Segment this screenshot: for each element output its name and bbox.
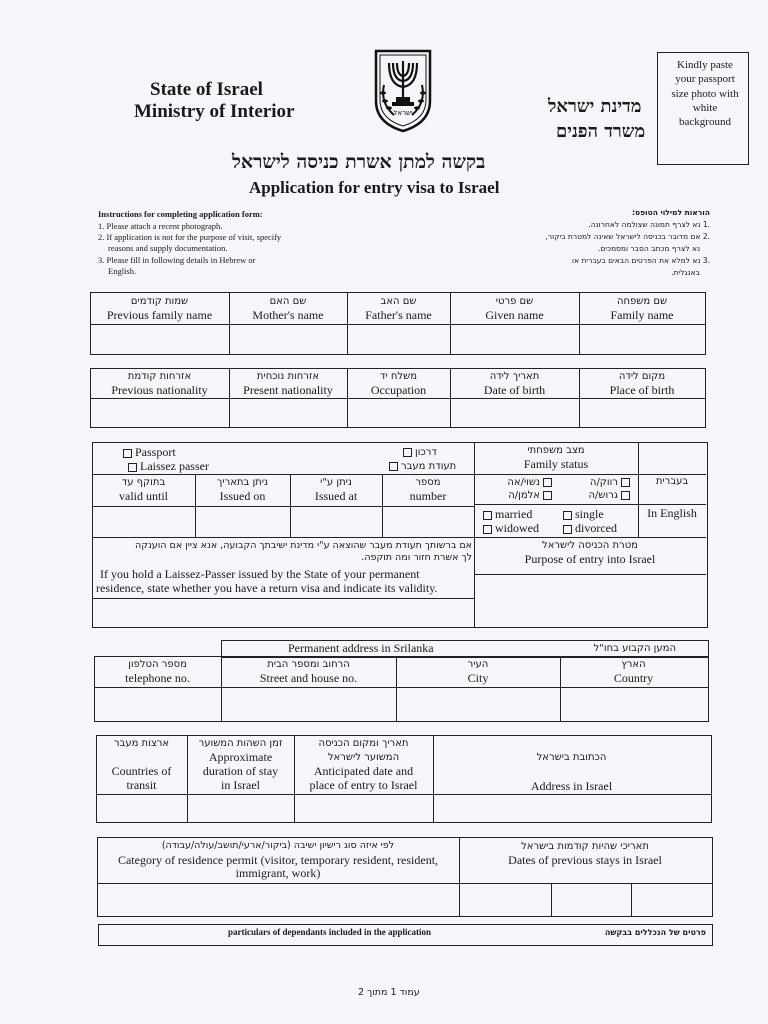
single-checkbox[interactable] [563,511,572,520]
passport-option-he[interactable]: דרכון [400,447,437,459]
dob-label-he: תאריך לידה [489,371,540,382]
transit-label-he: ארצות מעבר [113,738,170,749]
emblem-label: ישראל [393,109,413,117]
instruction-en-1: 1. Please attach a recent photograph. [98,221,223,231]
street-field[interactable] [222,688,396,720]
return-visa-field[interactable] [93,599,474,626]
divorced-checkbox[interactable] [563,525,572,534]
previous-stays-label-he: תאריכי שהיות קודמות בישראל [521,841,649,852]
issued-on-label-he: ניתן בתאריך [216,477,268,488]
photo-box-instruction: Kindly paste your passport size photo with white background [671,59,739,129]
father-name-field[interactable] [348,325,450,353]
valid-until-field[interactable] [93,507,195,537]
widowed-checkbox[interactable] [483,525,492,534]
instruction-he-2b: נא לצרף מכתב הסבר ומסמכים. [597,244,700,253]
widowed-he-option[interactable]: אלמן/ה [508,490,555,502]
instruction-he-2: .2 אם מדובר בכניסה לישראל שאינה למטרת ביקור, [545,232,710,241]
married-he-checkbox[interactable] [543,478,552,487]
instruction-en-3b: English. [108,266,137,276]
laissez-note-he-2: לך אשרת חזור ומה תוקפה. [361,552,472,563]
purpose-label: Purpose of entry into Israel [524,552,656,566]
laissez-option[interactable]: Laissez passer [125,460,209,474]
page-number: עמוד 1 מתוך 2 [358,987,420,998]
perm-address-label-he: המען הקבוע בחו"ל [593,643,676,654]
prev-family-field[interactable] [91,325,229,353]
duration-label-1: Approximate [208,750,273,764]
family-status-label: Family status [523,457,589,471]
instruction-he-1: .1 נא לצרף תמונה שצולמה לאחרונה. [588,220,710,229]
previous-stay-2-field[interactable] [552,884,631,915]
title-en: Application for entry visa to Israel [249,178,500,197]
residence-category-field[interactable] [98,884,459,915]
city-label-he: העיר [467,659,489,670]
entry-date-place-field[interactable] [295,795,433,821]
laissez-note-he-1: אם ברשותך תעודת מעבר שהוצאה ע"י מדינת ישיבתך הקבועה, אנא ציין אם הוענקה [135,540,472,551]
ministry-name-en: Ministry of Interior [134,101,295,122]
country-label: Country [613,671,654,685]
duration-label-2: duration of stay [202,764,279,778]
perm-address-label: Permanent address in Srilanka [288,641,434,655]
family-label-he: שם משפחה [616,296,668,307]
previous-stays-label: Dates of previous stays in Israel [508,853,662,867]
photo-box[interactable] [657,52,749,165]
father-label-he: שם האב [380,296,417,307]
dependants-label-he: פרטים של הנכללים בבקשה [604,928,706,937]
title-he: בקשה למתן אשרת כניסה לישראל [232,151,486,173]
passport-checkbox-he[interactable] [403,448,412,457]
married-option[interactable]: married [480,508,532,522]
present-nat-label: Present nationality [243,383,333,397]
issued-at-label-he: ניתן ע"י [320,477,352,488]
laissez-note-en-2: residence, state whether you have a return visa and indicate its validity. [96,581,438,595]
issued-at-label: Issued at [314,489,358,503]
prev-family-label-he: שמות קודמים [130,296,189,307]
purpose-label-he: מטרת הכניסה לישראל [542,540,638,551]
instruction-he-3: .3 נא למלא את הפרטים הבאים בעברית או [572,256,710,265]
telephone-field[interactable] [95,688,221,720]
pob-label: Place of birth [609,383,675,397]
pob-field[interactable] [580,399,704,426]
married-checkbox[interactable] [483,511,492,520]
single-he-checkbox[interactable] [621,478,630,487]
passport-checkbox[interactable] [123,449,132,458]
prev-family-label: Previous family name [106,308,213,322]
city-field[interactable] [397,688,560,720]
mother-label: Mother's name [252,308,324,322]
prev-nationality-field[interactable] [91,399,229,426]
ministry-name-he: משרד הפנים [556,121,646,142]
prev-nat-label-he: אזרחות קודמת [127,371,192,382]
occupation-label-he: משלח יד [380,371,417,382]
residence-category-label-he: לפי איזה סוג רישיון ישיבה (ביקור/ארעי/תושב/עולה/עבודה) [161,840,395,851]
instructions-heading-en: Instructions for completing application form: [98,209,263,219]
duration-field[interactable] [188,795,294,821]
israel-address-label: Address in Israel [530,779,613,793]
issued-on-label: Issued on [219,489,266,503]
father-label: Father's name [365,308,432,322]
entry-label-1: Anticipated date and [313,764,414,778]
passport-option[interactable]: Passport [120,446,176,460]
state-name-en: State of Israel [150,79,263,100]
number-label-he: מספר [415,477,441,488]
instruction-en-3: 3. Please fill in following details in Hebrew or [98,255,256,265]
divorced-he-checkbox[interactable] [621,491,630,500]
present-nat-label-he: אזרחות נוכחית [256,371,320,382]
present-nationality-field[interactable] [230,399,347,426]
country-field[interactable] [561,688,707,720]
tel-label-he: מספר הטלפון [128,659,187,670]
document-number-field[interactable] [383,507,474,537]
transit-label-2: transit [126,778,157,792]
city-label: City [467,671,489,685]
instruction-en-2: 2. If application is not for the purpose of visit, specify [98,232,282,242]
dob-label: Date of birth [483,383,546,397]
occupation-label: Occupation [370,383,427,397]
in-hebrew-label: בעברית [655,476,689,487]
family-label: Family name [610,308,674,322]
israel-address-label-he: הכתובת בישראל [536,752,607,763]
previous-stay-1-field[interactable] [460,884,551,915]
issued-on-field[interactable] [196,507,290,537]
transit-countries-field[interactable] [97,795,187,821]
widowed-he-checkbox[interactable] [543,491,552,500]
entry-label-2: place of entry to Israel [309,778,418,792]
duration-label-3: in Israel [221,778,260,792]
duration-label-he: זמן השהות המשוער [198,738,283,749]
dependants-label: particulars of dependants included in the application [228,927,432,937]
single-he-option[interactable]: רווק/ה [590,477,633,489]
entry-label-he-2: המשוער לישראל [327,752,400,763]
number-label: number [409,489,447,503]
israel-address-field[interactable] [434,795,710,821]
given-label: Given name [485,308,544,322]
married-he-option[interactable]: נשוי/אה [507,477,555,489]
purpose-field[interactable] [475,575,705,626]
single-option[interactable]: single [560,508,604,522]
laissez-checkbox-he[interactable] [389,462,398,471]
widowed-option[interactable]: widowed [480,522,539,536]
country-label-he: הארץ [621,659,646,670]
dob-field[interactable] [451,399,579,426]
valid-label-he: בתוקף עד [121,477,166,488]
prev-nat-label: Previous nationality [111,383,208,397]
issued-at-field[interactable] [291,507,382,537]
mother-label-he: שם האם [269,296,307,307]
tel-label: telephone no. [125,671,190,685]
pob-label-he: מקום לידה [618,371,666,382]
family-status-label-he: מצב משפחתי [527,445,585,456]
occupation-field[interactable] [348,399,450,426]
residence-category-label-2: immigrant, work) [235,866,321,880]
divorced-he-option[interactable]: גרוש/ה [589,490,633,502]
laissez-note-en-1: If you hold a Laissez-Passer issued by the State of your permanent [100,567,420,581]
given-name-field[interactable] [451,325,579,353]
menorah-emblem [372,45,434,133]
entry-label-he-1: תאריך ומקום הכניסה [318,738,409,749]
previous-stay-3-field[interactable] [632,884,711,915]
transit-label-1: Countries of [111,764,172,778]
given-label-he: שם פרטי [495,296,534,307]
residence-category-label-1: Category of residence permit (visitor, temporary resident, resident, [117,853,439,867]
divorced-option[interactable]: divorced [560,522,617,536]
valid-label: valid until [119,489,168,503]
laissez-checkbox[interactable] [128,463,137,472]
laissez-option-he[interactable]: תעודת מעבר [386,461,456,473]
state-name-he: מדינת ישראל [548,96,642,117]
family-name-field[interactable] [580,325,704,353]
instructions-heading-he: הוראות למילוי הטופס: [632,208,710,217]
in-english-label: In English [647,506,697,520]
instruction-he-3b: באנגלית. [671,268,700,277]
street-label: Street and house no. [259,671,358,685]
mother-name-field[interactable] [230,325,347,353]
instruction-en-2b: reasons and supply documentation. [108,243,228,253]
street-label-he: הרחוב ומספר הבית [267,659,350,670]
